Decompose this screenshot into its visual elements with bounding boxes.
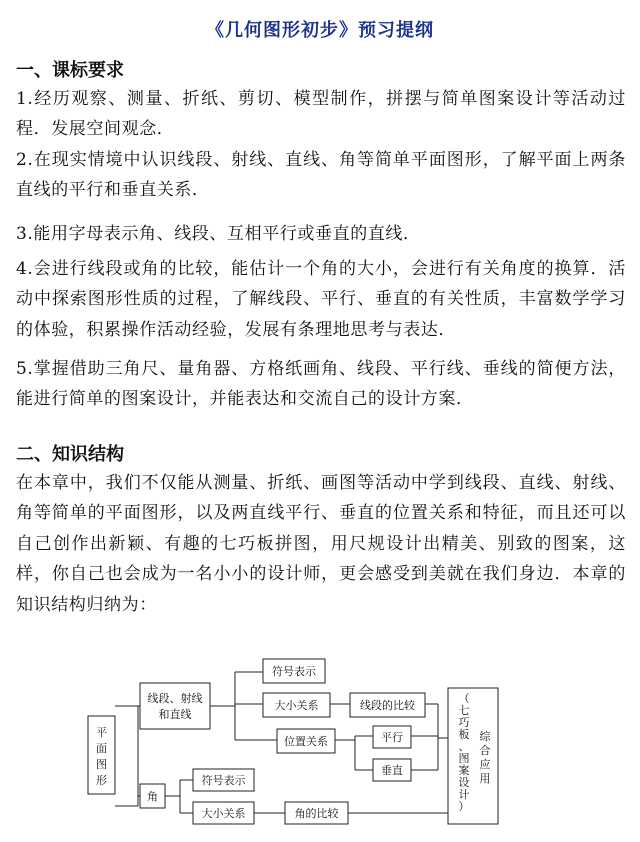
document-title: 《几何图形初步》预习提纲: [206, 20, 434, 41]
curriculum-item-1: 1.经历观察、测量、折纸、剪切、模型制作，拼摆与简单图案设计等活动过程．发展空间观念．: [16, 89, 626, 140]
application-bracket-text: [459, 692, 470, 813]
application-char: 、: [458, 740, 470, 753]
application-char: 案: [458, 764, 470, 777]
parallel-label: 平行: [381, 731, 403, 744]
application-char: ）: [458, 800, 470, 813]
application-char: 图: [458, 752, 470, 765]
application-char: 计: [458, 788, 470, 801]
lines-position-label: 位置关系: [284, 735, 328, 748]
lines-symbol-label: 符号表示: [272, 665, 316, 678]
application-label-char: 应: [479, 758, 491, 771]
lines-node-box: [140, 683, 210, 729]
angle-compare-label: 角的比较: [294, 807, 339, 820]
curriculum-item-2: 2.在现实情境中认识线段、射线、直线、角等简单平面图形，了解平面上两条直线的平行和垂直关系．: [16, 150, 626, 201]
root-node-char-1: 平: [96, 726, 107, 739]
perpendicular-label: 垂直: [381, 764, 403, 777]
root-node-char-2: 面: [96, 742, 107, 755]
knowledge-structure-diagram: [0, 650, 640, 842]
angle-size-label: 大小关系: [201, 807, 246, 820]
lines-node-line-1: 线段、射线: [147, 692, 203, 705]
application-box: [448, 688, 498, 824]
angle-symbol-label: 符号表示: [201, 774, 246, 787]
section-heading-structure: 二、知识结构: [16, 444, 124, 465]
lines-size-label: 大小关系: [274, 699, 319, 712]
application-char: 七: [458, 704, 470, 717]
application-char: 板: [458, 728, 470, 741]
structure-paragraph: 在本章中，我们不仅能从测量、折纸、画图等活动中学到线段、直线、射线、角等简单的平面图形，以及两直线平行、垂直的位置关系和特征，而且还可以自己创作出新颖、有趣的七巧板拼图，用尺规设计出精美、别致的图案，这样，你自己也会成为一名小小的设计师，更会感受到美就在我们身边．本章的知识结构归纳为：: [16, 473, 626, 615]
application-label-char: 综: [479, 730, 491, 743]
application-char: （: [458, 692, 470, 705]
curriculum-item-3: 3.能用字母表示角、线段、互相平行或垂直的直线．: [16, 224, 421, 244]
root-node-char-3: 图: [96, 758, 107, 771]
segment-compare-label: 线段的比较: [360, 699, 415, 712]
curriculum-item-5: 5.掌握借助三角尺、量角器、方格纸画角、线段、平行线、垂线的简便方法，能进行简单的图案设计，并能表达和交流自己的设计方案．: [16, 359, 626, 410]
root-node-char-4: 形: [96, 774, 107, 787]
application-char: 设: [458, 776, 470, 789]
section-heading-curriculum: 一、课标要求: [16, 60, 124, 81]
application-char: 巧: [458, 716, 470, 729]
application-label-char: 合: [479, 744, 491, 757]
structure-diagram-svg: [0, 650, 640, 842]
application-label-char: 用: [479, 772, 491, 785]
curriculum-item-4: 4.会进行线段或角的比较，能估计一个角的大小，会进行有关角度的换算．活动中探索图形性质的过程，了解线段、平行、垂直的有关性质，丰富数学学习的体验，积累操作活动经验，发展有条理地思考与表达．: [16, 259, 626, 340]
lines-node-line-2: 和直线: [158, 708, 192, 721]
angle-node-label: 角: [147, 790, 158, 803]
